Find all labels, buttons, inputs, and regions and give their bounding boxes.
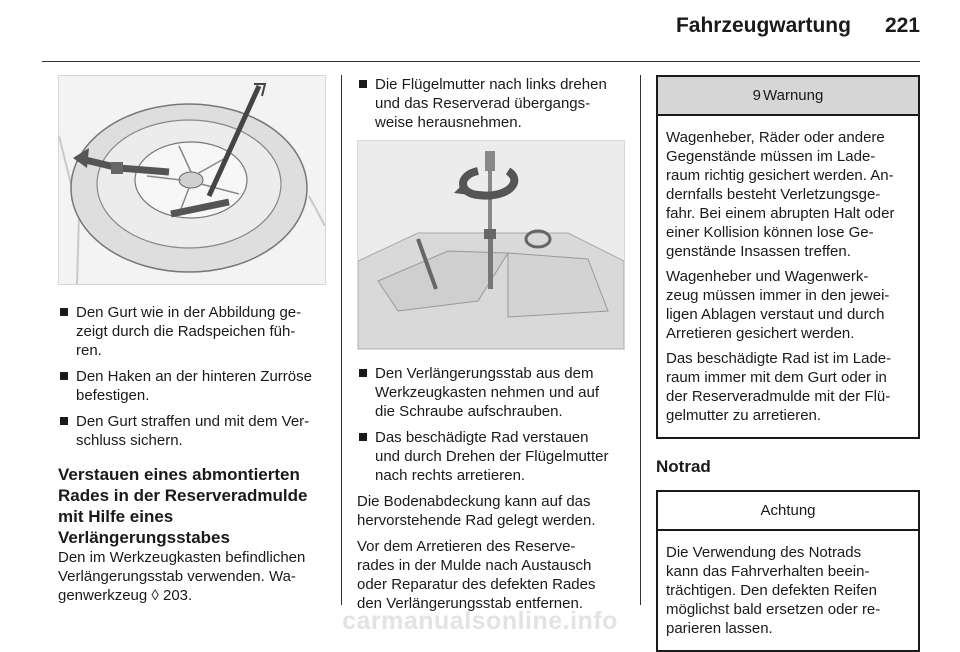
warning-body [658,116,918,437]
section-heading: Notrad [656,457,711,476]
instruction-paragraph [58,548,326,605]
column-right [656,75,920,652]
page-title: Fahrzeugwartung [675,14,851,37]
wing-nut-extension-illustration [357,140,625,350]
warning-paragraph: Wagenheber und Wagenwerk- zeug müssen immer in den jewei- ligen Ablagen verstaut und durch Arretieren gesichert werden. [666,268,890,342]
cross-reference-page[interactable]: 203. [163,587,193,604]
warning-paragraph: Wagenheber, Räder oder andere Gegenstände müssen im Lade- raum richtig gesichert werden. An- dernfalls besteht Verletzungsge- fahr. Bei einem abrupten Halt oder einer Kollision können lose Ge- genstände Insassen treffen. [666,129,895,260]
header-rule [42,61,920,62]
watermark: carmanualsonline.info [342,607,618,635]
caution-paragraph: Die Verwendung des Notrads kann das Fahrverhalten beein- trächtigen. Den defekten Reifen möglichst bald ersetzen oder re- parieren lassen. [666,544,881,637]
list-item: Die Flügelmutter nach links drehen und das Reserverad übergangs- weise herausnehmen. [357,75,625,132]
list-item: Den Gurt wie in der Abbildung ge- zeigt durch die Radspeichen füh- ren. [58,303,326,360]
caution-title: Achtung [760,502,816,519]
instruction-text: Den im Werkzeugkasten befindlichen Verlängerungsstab verwenden. Wa- genwerkzeug [58,549,306,604]
spare-wheel-strap-illustration [58,75,326,285]
page-number: 221 [884,14,920,37]
warning-icon: 9 [752,87,762,104]
warning-paragraph: Das beschädigte Rad ist im Lade- raum immer mit dem Gurt oder in der Reserveradmulde mit der Flü- gelmutter zu arretieren. [666,350,892,424]
column-divider [640,75,641,605]
column-middle [357,75,625,620]
cross-reference-icon: ◊ [151,587,159,604]
list-item: Den Haken an der hinteren Zurröse befestigen. [58,367,326,405]
warning-header [658,77,918,116]
caution-header [658,492,918,531]
list-item: Den Verlängerungsstab aus dem Werkzeugkasten nehmen und auf die Schraube aufschrauben. [357,364,625,421]
list-item: Das beschädigte Rad verstauen und durch Drehen der Flügelmutter nach rechts arretieren. [357,428,625,485]
column-left [58,75,326,612]
spare-wheel-strap-drawing [59,76,325,284]
warning-title: Warnung [763,87,824,104]
paragraph: Vor dem Arretieren des Reserve- rades in der Mulde nach Austausch oder Reparatur des defekten Rades den Verlängerungsstab entfernen. [357,538,596,612]
section-heading: Verstauen eines abmontierten Rades in der Reserveradmulde mit Hilfe eines Verlängerungsstabes [58,465,308,547]
wing-nut-extension-drawing [358,141,624,349]
warning-box [656,75,920,439]
column-divider [341,75,342,605]
list-item: Den Gurt straffen und mit dem Ver- schluss sichern. [58,412,326,450]
page-header [676,14,920,38]
paragraph: Die Bodenabdeckung kann auf das hervorstehende Rad gelegt werden. [357,493,596,529]
